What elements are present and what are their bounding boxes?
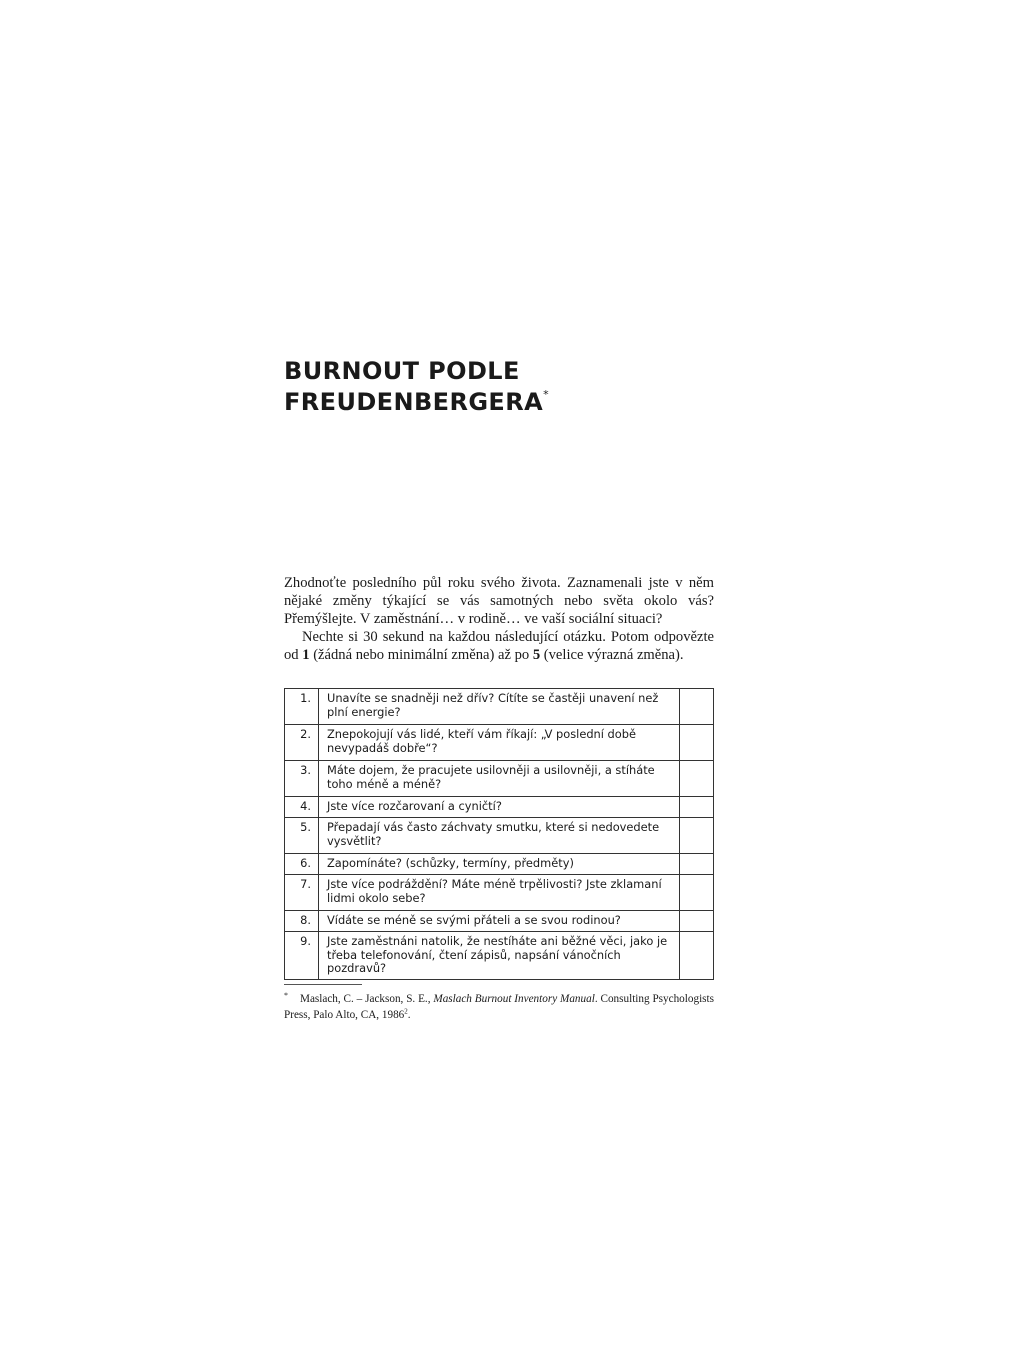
answer-cell[interactable] bbox=[680, 797, 714, 818]
answer-cell[interactable] bbox=[680, 761, 714, 797]
question-number: 5. bbox=[285, 818, 319, 854]
question-number: 7. bbox=[285, 875, 319, 911]
title-footnote-mark[interactable]: * bbox=[543, 388, 549, 401]
footnote-edition: 2 bbox=[404, 1006, 408, 1015]
answer-cell[interactable] bbox=[680, 818, 714, 854]
question-text: Vídáte se méně se svými přáteli a se svou rodinou? bbox=[319, 911, 680, 932]
scale-min-value: 1 bbox=[302, 647, 310, 663]
question-number: 4. bbox=[285, 797, 319, 818]
question-text: Jste více podráždění? Máte méně trpělivosti? Jste zklamaní lidmi okolo sebe? bbox=[319, 875, 680, 911]
chapter-title-line-1: BURNOUT PODLE bbox=[284, 357, 520, 385]
question-number: 1. bbox=[285, 689, 319, 725]
answer-cell[interactable] bbox=[680, 689, 714, 725]
intro-paragraph-1: Zhodnoťte posledního půl roku svého života. Zaznamenali jste v něm nějaké změny týkající se vás samotných nebo světa okolo vás? Přemýšlejte. V zaměstnání… v rodině… ve vaší sociální situaci? bbox=[284, 575, 714, 627]
answer-cell[interactable] bbox=[680, 854, 714, 875]
footnote-divider bbox=[284, 984, 362, 985]
intro-paragraph-2 bbox=[284, 628, 714, 664]
footnote-authors: Maslach, C. – Jackson, S. E., bbox=[300, 993, 434, 1005]
intro-text bbox=[284, 574, 714, 664]
question-row bbox=[285, 911, 714, 932]
intro-paragraph-2-start: Nechte si 30 sekund na každou následující otázku. Potom odpovězte od bbox=[284, 629, 714, 663]
questionnaire-table bbox=[284, 688, 714, 980]
question-text: Jste zaměstnáni natolik, že nestíháte ani běžné věci, jako je třeba telefonování, čtení zápisů, napsání vánočních pozdravů? bbox=[319, 932, 680, 980]
answer-cell[interactable] bbox=[680, 875, 714, 911]
intro-paragraph-2-end: (velice výrazná změna). bbox=[540, 647, 684, 663]
footnote-publisher: . Consulting Psychologists Press, Palo Alto, CA, 1986 bbox=[284, 993, 714, 1021]
question-row bbox=[285, 689, 714, 725]
footnote bbox=[284, 988, 714, 1023]
question-number: 2. bbox=[285, 725, 319, 761]
chapter-title-line-2 bbox=[284, 387, 744, 418]
question-row bbox=[285, 875, 714, 911]
question-number: 8. bbox=[285, 911, 319, 932]
chapter-title bbox=[284, 356, 744, 418]
question-number: 6. bbox=[285, 854, 319, 875]
question-text: Zapomínáte? (schůzky, termíny, předměty) bbox=[319, 854, 680, 875]
chapter-title-line-2-text: FREUDENBERGERA bbox=[284, 388, 544, 416]
question-row bbox=[285, 818, 714, 854]
question-row bbox=[285, 854, 714, 875]
answer-cell[interactable] bbox=[680, 932, 714, 980]
question-text: Máte dojem, že pracujete usilovněji a usilovněji, a stíháte toho méně a méně? bbox=[319, 761, 680, 797]
question-row bbox=[285, 932, 714, 980]
scale-max-value: 5 bbox=[532, 647, 541, 663]
question-text: Znepokojují vás lidé, kteří vám říkají: „V poslední době nevypadáš dobře“? bbox=[319, 725, 680, 761]
question-row bbox=[285, 761, 714, 797]
footnote-work-title: Maslach Burnout Inventory Manual bbox=[433, 993, 595, 1005]
question-text: Jste více rozčarovaní a cyničtí? bbox=[319, 797, 680, 818]
footnote-mark: * bbox=[284, 991, 288, 1000]
answer-cell[interactable] bbox=[680, 911, 714, 932]
question-text: Unavíte se snadněji než dřív? Cítíte se častěji unavení než plní energie? bbox=[319, 689, 680, 725]
question-number: 9. bbox=[285, 932, 319, 980]
question-row bbox=[285, 797, 714, 818]
question-number: 3. bbox=[285, 761, 319, 797]
intro-paragraph-2-middle: (žádná nebo minimální změna) až po bbox=[309, 647, 533, 663]
answer-cell[interactable] bbox=[680, 725, 714, 761]
question-row bbox=[285, 725, 714, 761]
footnote-end: . bbox=[407, 1008, 411, 1021]
question-text: Přepadají vás často záchvaty smutku, které si nedovedete vysvětlit? bbox=[319, 818, 680, 854]
